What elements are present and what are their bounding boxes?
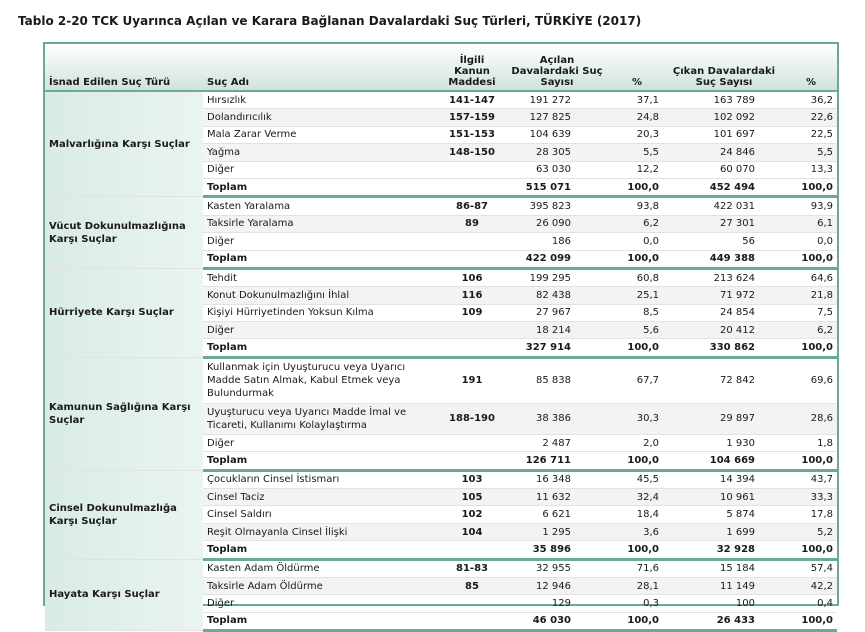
opened-count: 1 295: [503, 523, 611, 540]
closed-count: 27 301: [663, 215, 785, 232]
opened-count: 11 632: [503, 489, 611, 506]
total-closed-percent: 100,0: [785, 612, 837, 630]
law-article: 85: [441, 577, 503, 594]
total-label: Toplam: [203, 339, 441, 357]
opened-count: 18 214: [503, 322, 611, 339]
crime-name: Diğer: [203, 595, 441, 612]
law-article: [441, 595, 503, 612]
opened-count: 32 955: [503, 559, 611, 577]
law-article: 104: [441, 523, 503, 540]
law-article: [441, 434, 503, 451]
closed-percent: 22,5: [785, 126, 837, 143]
opened-count: 82 438: [503, 287, 611, 304]
closed-percent: 64,6: [785, 268, 837, 286]
total-law-empty: [441, 178, 503, 196]
opened-percent: 25,1: [611, 287, 663, 304]
opened-percent: 2,0: [611, 434, 663, 451]
header-isnad: İsnad Edilen Suç Türü: [45, 44, 203, 91]
closed-percent: 43,7: [785, 470, 837, 488]
law-article: 157-159: [441, 109, 503, 126]
crime-name: Hırsızlık: [203, 91, 441, 109]
group-name: Hayata Karşı Suçlar: [45, 559, 203, 631]
crime-name: Dolandırıcılık: [203, 109, 441, 126]
law-article: 89: [441, 215, 503, 232]
opened-count: 2 487: [503, 434, 611, 451]
total-opened-count: 46 030: [503, 612, 611, 630]
total-law-empty: [441, 339, 503, 357]
closed-count: 24 854: [663, 304, 785, 321]
law-article: 148-150: [441, 144, 503, 161]
group-name: Malvarlığına Karşı Suçlar: [45, 91, 203, 197]
law-article: 103: [441, 470, 503, 488]
crime-name: Kasten Yaralama: [203, 197, 441, 215]
opened-percent: 0,0: [611, 233, 663, 250]
opened-percent: 37,1: [611, 91, 663, 109]
total-label: Toplam: [203, 250, 441, 268]
header-cikan: Çıkan Davalardaki Suç Sayısı: [663, 44, 785, 91]
opened-count: 26 090: [503, 215, 611, 232]
total-opened-count: 515 071: [503, 178, 611, 196]
opened-percent: 24,8: [611, 109, 663, 126]
crime-name: Cinsel Taciz: [203, 489, 441, 506]
closed-count: 71 972: [663, 287, 785, 304]
opened-count: 27 967: [503, 304, 611, 321]
opened-count: 186: [503, 233, 611, 250]
law-article: [441, 233, 503, 250]
closed-percent: 7,5: [785, 304, 837, 321]
opened-count: 38 386: [503, 403, 611, 434]
table-row: [45, 357, 837, 403]
total-closed-count: 32 928: [663, 541, 785, 559]
total-opened-percent: 100,0: [611, 250, 663, 268]
table-row: [45, 470, 837, 488]
closed-count: 29 897: [663, 403, 785, 434]
opened-percent: 5,6: [611, 322, 663, 339]
crime-name: Mala Zarar Verme: [203, 126, 441, 143]
law-article: 81-83: [441, 559, 503, 577]
closed-count: 56: [663, 233, 785, 250]
crime-name: Kişiyi Hürriyetinden Yoksun Kılma: [203, 304, 441, 321]
law-article: 141-147: [441, 91, 503, 109]
header-kanun: İlgili Kanun Maddesi: [441, 44, 503, 91]
header-pct-acilan: %: [611, 44, 663, 91]
crime-name: Konut Dokunulmazlığını İhlal: [203, 287, 441, 304]
crime-name: Yağma: [203, 144, 441, 161]
total-closed-count: 452 494: [663, 178, 785, 196]
closed-percent: 17,8: [785, 506, 837, 523]
crime-name: Diğer: [203, 434, 441, 451]
total-closed-percent: 100,0: [785, 541, 837, 559]
opened-percent: 60,8: [611, 268, 663, 286]
law-article: 106: [441, 268, 503, 286]
total-label: Toplam: [203, 612, 441, 630]
closed-percent: 42,2: [785, 577, 837, 594]
total-law-empty: [441, 452, 503, 470]
header-acilan: Açılan Davalardaki Suç Sayısı: [503, 44, 611, 91]
crime-name: Taksirle Yaralama: [203, 215, 441, 232]
closed-count: 24 846: [663, 144, 785, 161]
closed-count: 20 412: [663, 322, 785, 339]
group-name: Hürriyete Karşı Suçlar: [45, 268, 203, 357]
opened-count: 127 825: [503, 109, 611, 126]
opened-percent: 12,2: [611, 161, 663, 178]
table-row: [45, 268, 837, 286]
closed-percent: 6,1: [785, 215, 837, 232]
opened-percent: 8,5: [611, 304, 663, 321]
opened-percent: 30,3: [611, 403, 663, 434]
total-opened-count: 35 896: [503, 541, 611, 559]
closed-percent: 93,9: [785, 197, 837, 215]
crime-name: Taksirle Adam Öldürme: [203, 577, 441, 594]
opened-count: 12 946: [503, 577, 611, 594]
header-pct-cikan: %: [785, 44, 837, 91]
closed-percent: 1,8: [785, 434, 837, 451]
total-closed-count: 26 433: [663, 612, 785, 630]
law-article: [441, 161, 503, 178]
total-closed-percent: 100,0: [785, 178, 837, 196]
total-closed-percent: 100,0: [785, 250, 837, 268]
law-article: 116: [441, 287, 503, 304]
closed-percent: 69,6: [785, 357, 837, 403]
crime-name: Cinsel Saldırı: [203, 506, 441, 523]
closed-percent: 36,2: [785, 91, 837, 109]
opened-percent: 71,6: [611, 559, 663, 577]
closed-percent: 28,6: [785, 403, 837, 434]
opened-count: 85 838: [503, 357, 611, 403]
crime-name: Kullanmak için Uyuşturucu veya Uyarıcı Madde Satın Almak, Kabul Etmek veya Bulundurmak: [203, 357, 441, 403]
total-opened-percent: 100,0: [611, 178, 663, 196]
closed-percent: 0,0: [785, 233, 837, 250]
total-opened-count: 422 099: [503, 250, 611, 268]
crime-table: [45, 44, 837, 632]
group-name: Vücut Dokunulmazlığına Karşı Suçlar: [45, 197, 203, 269]
opened-percent: 28,1: [611, 577, 663, 594]
closed-count: 422 031: [663, 197, 785, 215]
law-article: 191: [441, 357, 503, 403]
table-body: [45, 91, 837, 631]
total-label: Toplam: [203, 178, 441, 196]
group-name: Cinsel Dokunulmazlığa Karşı Suçlar: [45, 470, 203, 559]
opened-count: 63 030: [503, 161, 611, 178]
crime-name: Çocukların Cinsel İstismarı: [203, 470, 441, 488]
group-name: Kamunun Sağlığına Karşı Suçlar: [45, 357, 203, 470]
crime-name: Diğer: [203, 322, 441, 339]
opened-count: 28 305: [503, 144, 611, 161]
total-opened-count: 126 711: [503, 452, 611, 470]
opened-percent: 3,6: [611, 523, 663, 540]
law-article: 105: [441, 489, 503, 506]
table-row: [45, 197, 837, 215]
opened-percent: 67,7: [611, 357, 663, 403]
crime-name: Kasten Adam Öldürme: [203, 559, 441, 577]
opened-count: 129: [503, 595, 611, 612]
law-article: 151-153: [441, 126, 503, 143]
total-opened-percent: 100,0: [611, 339, 663, 357]
closed-count: 14 394: [663, 470, 785, 488]
closed-count: 213 624: [663, 268, 785, 286]
opened-percent: 32,4: [611, 489, 663, 506]
law-article: 188-190: [441, 403, 503, 434]
opened-percent: 45,5: [611, 470, 663, 488]
header-row: [45, 44, 837, 91]
total-opened-percent: 100,0: [611, 612, 663, 630]
opened-percent: 18,4: [611, 506, 663, 523]
closed-percent: 21,8: [785, 287, 837, 304]
opened-count: 16 348: [503, 470, 611, 488]
total-closed-count: 449 388: [663, 250, 785, 268]
closed-count: 5 874: [663, 506, 785, 523]
header-suc-adi: Suç Adı: [203, 44, 441, 91]
total-label: Toplam: [203, 452, 441, 470]
total-closed-count: 104 669: [663, 452, 785, 470]
closed-percent: 22,6: [785, 109, 837, 126]
opened-count: 395 823: [503, 197, 611, 215]
total-law-empty: [441, 541, 503, 559]
total-label: Toplam: [203, 541, 441, 559]
closed-count: 102 092: [663, 109, 785, 126]
crime-name: Reşit Olmayanla Cinsel İlişki: [203, 523, 441, 540]
table-row: [45, 559, 837, 577]
closed-count: 72 842: [663, 357, 785, 403]
total-closed-count: 330 862: [663, 339, 785, 357]
closed-percent: 13,3: [785, 161, 837, 178]
closed-count: 1 930: [663, 434, 785, 451]
crime-name: Uyuşturucu veya Uyarıcı Madde İmal ve Ticareti, Kullanımı Kolaylaştırma: [203, 403, 441, 434]
closed-count: 100: [663, 595, 785, 612]
total-closed-percent: 100,0: [785, 339, 837, 357]
table-row: [45, 91, 837, 109]
closed-percent: 0,4: [785, 595, 837, 612]
opened-percent: 20,3: [611, 126, 663, 143]
closed-count: 60 070: [663, 161, 785, 178]
opened-count: 199 295: [503, 268, 611, 286]
closed-count: 163 789: [663, 91, 785, 109]
crime-name: Diğer: [203, 161, 441, 178]
total-law-empty: [441, 612, 503, 630]
closed-percent: 5,2: [785, 523, 837, 540]
total-opened-percent: 100,0: [611, 452, 663, 470]
opened-percent: 0,3: [611, 595, 663, 612]
table-title: Tablo 2-20 TCK Uyarınca Açılan ve Karara Bağlanan Davalardaki Suç Türleri, TÜRKİYE (2017): [18, 14, 642, 28]
total-opened-count: 327 914: [503, 339, 611, 357]
closed-count: 15 184: [663, 559, 785, 577]
law-article: [441, 322, 503, 339]
law-article: 102: [441, 506, 503, 523]
law-article: 86-87: [441, 197, 503, 215]
closed-count: 1 699: [663, 523, 785, 540]
law-article: 109: [441, 304, 503, 321]
opened-count: 191 272: [503, 91, 611, 109]
total-closed-percent: 100,0: [785, 452, 837, 470]
opened-count: 6 621: [503, 506, 611, 523]
opened-percent: 6,2: [611, 215, 663, 232]
closed-percent: 6,2: [785, 322, 837, 339]
total-opened-percent: 100,0: [611, 541, 663, 559]
closed-count: 11 149: [663, 577, 785, 594]
opened-count: 104 639: [503, 126, 611, 143]
closed-percent: 5,5: [785, 144, 837, 161]
closed-count: 10 961: [663, 489, 785, 506]
closed-percent: 57,4: [785, 559, 837, 577]
crime-name: Diğer: [203, 233, 441, 250]
crime-name: Tehdit: [203, 268, 441, 286]
opened-percent: 5,5: [611, 144, 663, 161]
opened-percent: 93,8: [611, 197, 663, 215]
total-law-empty: [441, 250, 503, 268]
closed-count: 101 697: [663, 126, 785, 143]
closed-percent: 33,3: [785, 489, 837, 506]
